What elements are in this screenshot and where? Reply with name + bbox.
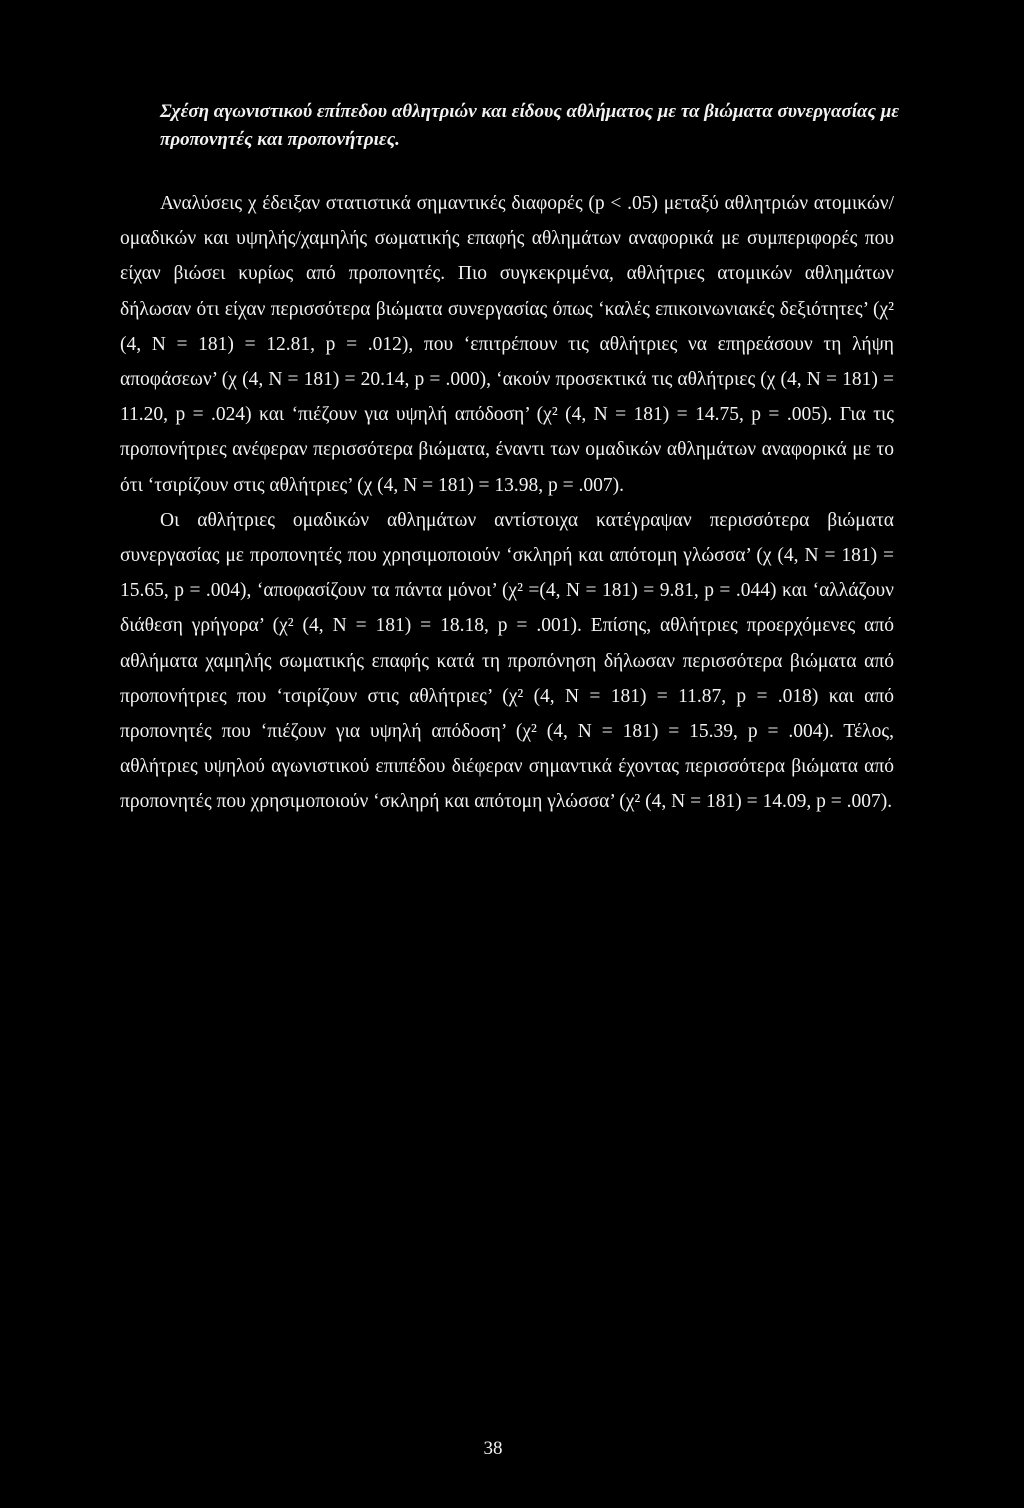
body-text bbox=[120, 186, 894, 820]
page-number: 38 bbox=[483, 1438, 503, 1459]
paragraph-1: Αναλύσεις χ έδειξαν στατιστικά σημαντικές διαφορές (p < .05) μεταξύ αθλητριών ατομικών/ομαδικών και υψηλής/χαμηλής σωματικής επαφής αθλημάτων αναφορικά με συμπεριφορές που είχαν βιώσει κυρίως από προπονητές. Πιο συγκεκριμένα, αθλήτριες ατομικών αθλημάτων δήλωσαν ότι είχαν περισσότερα βιώματα συνεργασίας όπως ‘καλές επικοινωνιακές δεξιότητες’ (χ² (4, N = 181) = 12.81, p = .012), που ‘επιτρέπουν τις αθλήτριες να επηρεάσουν τη λήψη αποφάσεων’ (χ (4, N = 181) = 20.14, p = .000), ‘ακούν προσεκτικά τις αθλήτριες (χ (4, N = 181) = 11.20, p = .024) και ‘πιέζουν για υψηλή απόδοση’ (χ² (4, N = 181) = 14.75, p = .005). Για τις προπονήτριες ανέφεραν περισσότερα βιώματα, έναντι των ομαδικών αθλημάτων αναφορικά με το ότι ‘τσιρίζουν στις αθλήτριες’ (χ (4, N = 181) = 13.98, p = .007). bbox=[120, 193, 894, 496]
paragraph-2: Οι αθλήτριες ομαδικών αθλημάτων αντίστοιχα κατέγραψαν περισσότερα βιώματα συνεργασίας με προπονητές που χρησιμοποιούν ‘σκληρή και απότομη γλώσσα’ (χ (4, N = 181) = 15.65, p = .004), ‘αποφασίζουν τα πάντα μόνοι’ (χ² =(4, N = 181) = 9.81, p = .044) και ‘αλλάζουν διάθεση γρήγορα’ (χ² (4, N = 181) = 18.18, p = .001). Επίσης, αθλήτριες προερχόμενες από αθλήματα χαμηλής σωματικής επαφής κατά τη προπόνηση δήλωσαν περισσότερα βιώματα από προπονήτριες που ‘τσιρίζουν στις αθλήτριες’ (χ² (4, N = 181) = 11.87, p = .018) και από προπονητές που ‘πιέζουν για υψηλή απόδοση’ (χ² (4, N = 181) = 15.39, p = .004). Τέλος, αθλήτριες υψηλού αγωνιστικού επιπέδου διέφεραν σημαντικά έχοντας περισσότερα βιώματα από προπονητές που χρησιμοποιούν ‘σκληρή και απότομη γλώσσα’ (χ² (4, N = 181) = 14.09, p = .007). bbox=[120, 509, 894, 813]
section-heading: Σχέση αγωνιστικού επίπεδου αθλητριών και είδους αθλήματος με τα βιώματα συνεργασίας με προπονητές και προπονήτριες. bbox=[160, 101, 900, 150]
